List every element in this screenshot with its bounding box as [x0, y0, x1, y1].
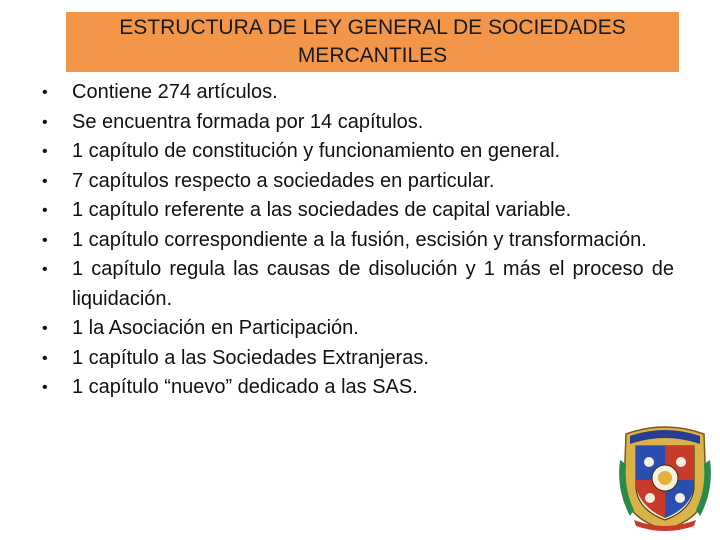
list-item-text: 1 la Asociación en Participación.: [72, 317, 359, 339]
list-item-text: 1 capítulo “nuevo” dedicado a las SAS.: [72, 376, 418, 398]
list-item-text: 1 capítulo de constitución y funcionamiento en general.: [72, 140, 561, 162]
bullet-icon: •: [42, 231, 48, 249]
list-item: [42, 226, 674, 256]
list-item-text: Se encuentra formada por 14 capítulos.: [72, 110, 424, 133]
bullet-icon: •: [42, 113, 48, 131]
bullet-icon: •: [42, 379, 48, 396]
bullet-icon: •: [42, 143, 48, 160]
list-item-text: 1 capítulo a las Sociedades Extranjeras.: [72, 346, 429, 369]
list-item-text: 1 capítulo correspondiente a la fusión, escisión y transformación.: [72, 228, 647, 251]
bullet-icon: •: [42, 320, 48, 337]
list-item-text: 1 capítulo referente a las sociedades de capital variable.: [72, 199, 572, 221]
list-item: [42, 373, 674, 403]
bullet-list: [42, 78, 674, 403]
bullet-icon: •: [42, 172, 48, 190]
list-item: [42, 255, 674, 314]
list-item: [42, 167, 674, 197]
list-item: [42, 314, 674, 344]
coat-of-arms-icon: [616, 420, 714, 532]
list-item-text: 7 capítulos respecto a sociedades en particular.: [72, 169, 495, 192]
bullet-icon: •: [42, 202, 48, 219]
bullet-icon: •: [42, 84, 48, 101]
bullet-icon: •: [42, 349, 48, 367]
slide-title: ESTRUCTURA DE LEY GENERAL DE SOCIEDADES MERCANTILES: [119, 16, 626, 67]
list-item: [42, 78, 674, 108]
list-item: [42, 108, 674, 138]
list-item: [42, 344, 674, 374]
list-item: [42, 196, 674, 226]
list-item: [42, 137, 674, 167]
title-bar: [66, 12, 679, 72]
list-item-text: Contiene 274 artículos.: [72, 81, 278, 103]
list-item-text: 1 capítulo regula las causas de disolución y 1 más el proceso de liquidación.: [72, 258, 674, 310]
bullet-icon: •: [42, 261, 48, 278]
